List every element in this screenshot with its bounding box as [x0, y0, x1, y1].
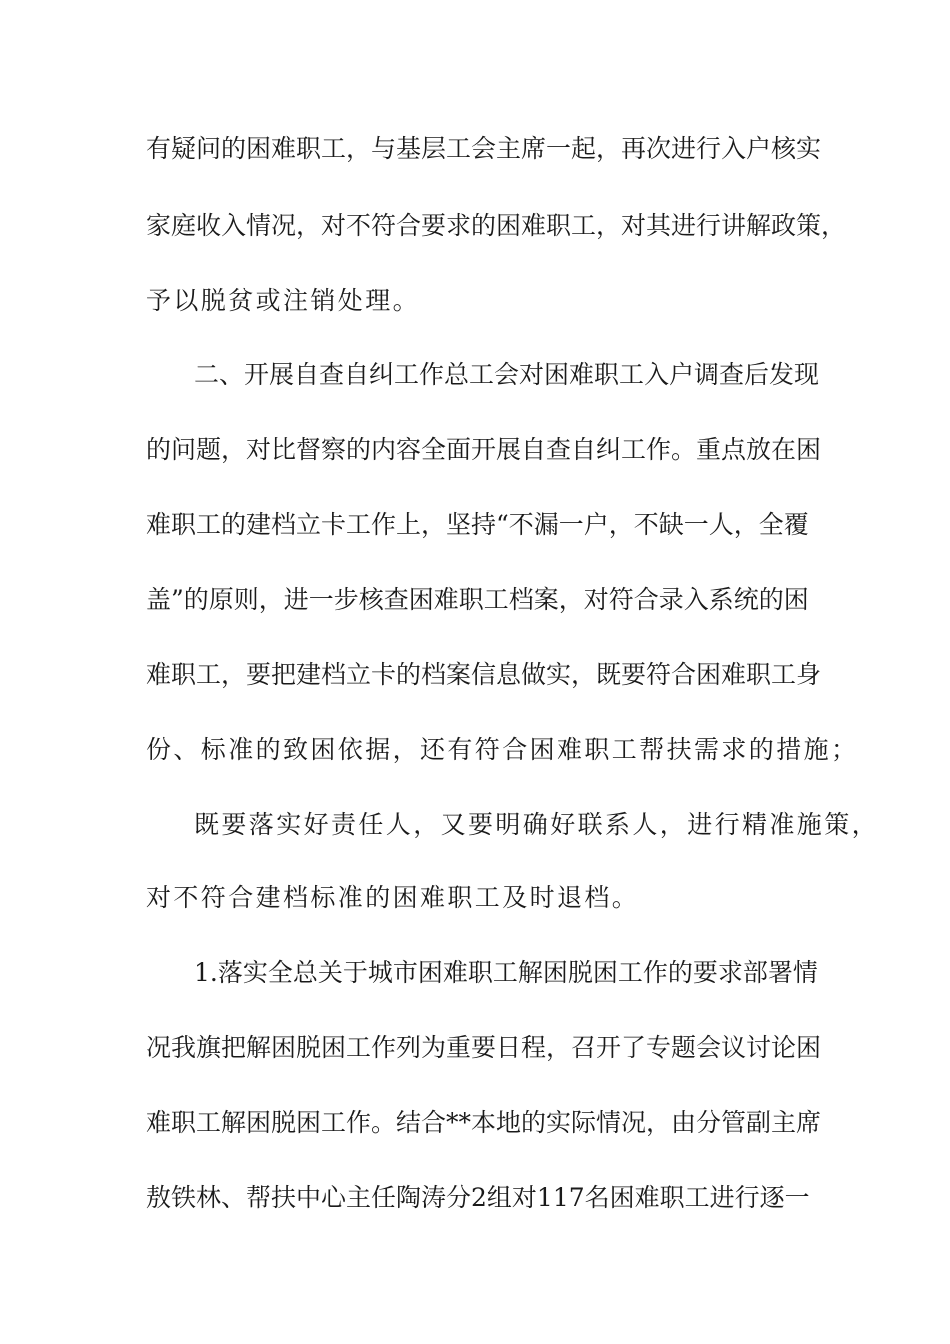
paragraph-start-line: 1.落实全总关于城市困难职工解困脱困工作的要求部署情	[194, 958, 818, 987]
text-line: 盖”的原则，进一步核查困难职工档案，对符合录入系统的困	[146, 585, 809, 614]
text-line: 敖铁林、帮扶中心主任陶涛分2组对117名困难职工进行逐一	[146, 1183, 810, 1212]
text-line: 的问题，对比督察的内容全面开展自查自纠工作。重点放在困	[146, 435, 822, 464]
text-line: 予以脱贫或注销处理。	[146, 286, 421, 315]
paragraph-start-line: 二、开展自查自纠工作总工会对困难职工入户调查后发现	[194, 360, 820, 389]
text-line: 难职工，要把建档立卡的档案信息做实，既要符合困难职工身	[146, 660, 822, 689]
text-line: 有疑问的困难职工，与基层工会主席一起，再次进行入户核实	[146, 134, 822, 163]
text-line: 况我旗把解困脱困工作列为重要日程，召开了专题会议讨论困	[146, 1033, 822, 1062]
text-line: 难职工解困脱困工作。结合**本地的实际情况，由分管副主席	[146, 1108, 822, 1137]
text-line: 难职工的建档立卡工作上，坚持“不漏一户，不缺一人，全覆	[146, 510, 809, 539]
text-line: 家庭收入情况，对不符合要求的困难职工，对其进行讲解政策，	[146, 211, 847, 240]
text-line: 对不符合建档标准的困难职工及时退档。	[146, 883, 640, 912]
text-line: 份、标准的致困依据，还有符合困难职工帮扶需求的措施；	[146, 735, 859, 764]
paragraph-start-line: 既要落实好责任人，又要明确好联系人，进行精准施策，	[194, 810, 880, 839]
